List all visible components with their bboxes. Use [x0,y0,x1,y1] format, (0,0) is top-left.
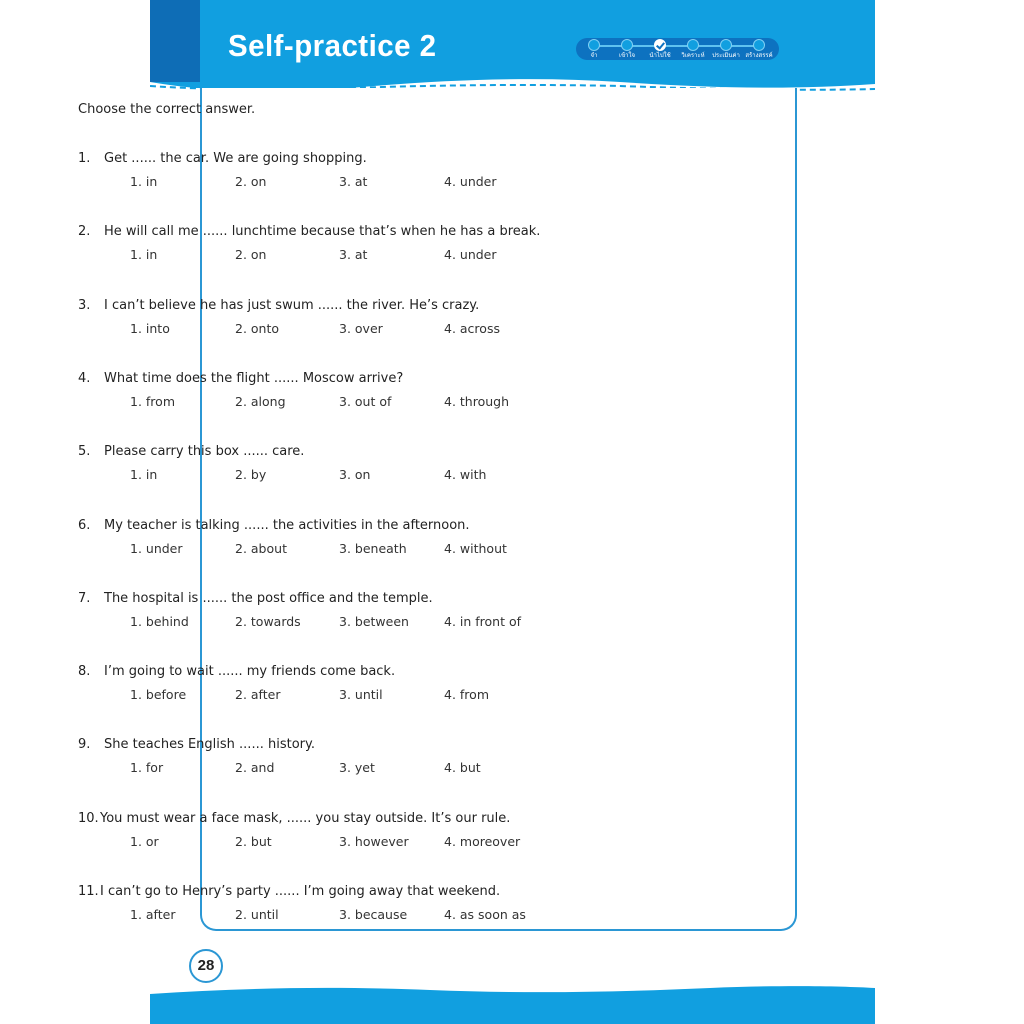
question-number: 4. [78,370,91,386]
answer-choices [78,907,638,925]
answer-choice: 4. under [444,247,497,263]
answer-choices [78,760,638,778]
question-text: The hospital is ...... the post office and the temple. [104,590,433,606]
answer-choice: 4. but [444,760,481,776]
question-number: 11. [78,884,99,899]
answer-choice: 1. in [130,247,158,263]
question-line [78,298,638,313]
step-label: จำ [590,52,598,59]
question-number: 7. [78,590,91,606]
question-item [78,884,638,925]
answer-choice: 4. as soon as [444,907,526,922]
answer-choice: 2. on [235,247,267,263]
answer-choice: 2. and [235,760,275,776]
answer-choice: 2. on [235,174,267,189]
answer-choice: 1. from [130,393,175,409]
answer-choice: 1. for [130,760,164,776]
page-title: Self-practice 2 [228,28,437,63]
question-item [78,737,638,778]
answer-choice: 2. after [235,687,281,703]
answer-choices [78,174,638,192]
answer-choices [78,541,638,559]
answer-choice: 4. with [444,467,487,483]
answer-choice: 1. after [130,907,176,922]
question-line [78,591,638,606]
answer-choices [78,467,638,485]
answer-choice: 2. along [235,393,286,409]
question-number: 5. [78,444,91,460]
answer-choice: 2. onto [235,320,280,336]
step-label: เข้าใจ [619,52,635,59]
answer-choice: 2. about [235,540,287,556]
question-item [78,371,638,412]
footer-wave [150,980,875,1024]
question-text: He will call me ...... lunchtime because that’s when he has a break. [104,224,541,240]
question-line [78,518,638,533]
answer-choices [78,614,638,632]
question-number: 1. [78,151,91,166]
question-number: 6. [78,517,91,533]
answer-choice: 3. until [339,687,383,703]
answer-choice: 2. but [235,833,272,849]
step-label: นำไปใช้ [649,52,671,59]
question-item [78,664,638,705]
question-line [78,884,638,899]
question-item [78,151,638,192]
question-text: Get ...... the car. We are going shopping. [104,151,367,166]
answer-choice: 4. under [444,174,497,189]
question-line [78,811,638,826]
question-number: 8. [78,664,91,680]
answer-choice: 1. in [130,174,158,189]
answer-choice: 2. by [235,467,267,483]
answer-choice: 3. yet [339,760,375,776]
answer-choice: 3. out of [339,393,392,409]
answer-choice: 3. however [339,833,409,849]
question-item [78,591,638,632]
skill-steps [576,38,779,60]
answer-choice: 3. because [339,907,408,922]
question-number: 10. [78,810,99,826]
question-text: She teaches English ...... history. [104,737,315,753]
answer-choices [78,834,638,852]
answer-choice: 1. in [130,467,158,483]
question-item [78,811,638,852]
question-number: 3. [78,297,91,313]
answer-choice: 3. between [339,613,409,629]
question-line [78,444,638,459]
answer-choice: 4. without [444,540,507,556]
answer-choice: 2. towards [235,613,301,629]
answer-choice: 1. or [130,833,159,849]
step-label: วิเคราะห์ [681,52,705,59]
question-item [78,444,638,485]
answer-choice: 4. through [444,393,510,409]
answer-choice: 4. in front of [444,613,522,629]
question-line [78,664,638,679]
answer-choice: 2. until [235,907,279,922]
answer-choice: 3. over [339,320,383,336]
answer-choice: 3. at [339,174,368,189]
question-line [78,737,638,752]
step-label: สร้างสรรค์ [745,52,773,59]
answer-choice: 1. behind [130,613,189,629]
question-number: 9. [78,737,91,753]
instruction-text: Choose the correct answer. [78,102,256,117]
answer-choice: 4. from [444,687,489,703]
step-label: ประเมินค่า [712,52,740,59]
question-text: What time does the flight ...... Moscow arrive? [104,370,404,386]
question-text: I’m going to wait ...... my friends come back. [104,664,396,680]
answer-choices [78,394,638,412]
answer-choice: 1. before [130,687,187,703]
question-item [78,518,638,559]
question-text: I can’t go to Henry’s party ...... I’m going away that weekend. [100,884,501,899]
question-text: You must wear a face mask, ...... you stay outside. It’s our rule. [100,810,511,826]
answer-choice: 3. at [339,247,368,263]
question-number: 2. [78,224,91,240]
question-line [78,371,638,386]
question-text: My teacher is talking ...... the activities in the afternoon. [104,517,470,533]
answer-choice: 3. on [339,467,371,483]
answer-choice: 4. moreover [444,833,521,849]
page-number: 28 [189,949,223,983]
content-box [200,88,797,931]
answer-choices [78,321,638,339]
answer-choice: 3. beneath [339,540,407,556]
question-text: Please carry this box ...... care. [104,444,305,460]
answer-choices [78,687,638,705]
answer-choice: 1. under [130,540,183,556]
answer-choice: 1. into [130,320,170,336]
question-line [78,151,638,166]
question-item [78,224,638,265]
question-text: I can’t believe he has just swum ...... the river. He’s crazy. [104,297,480,313]
question-item [78,298,638,339]
question-line [78,224,638,239]
answer-choice: 4. across [444,320,500,336]
answer-choices [78,247,638,265]
